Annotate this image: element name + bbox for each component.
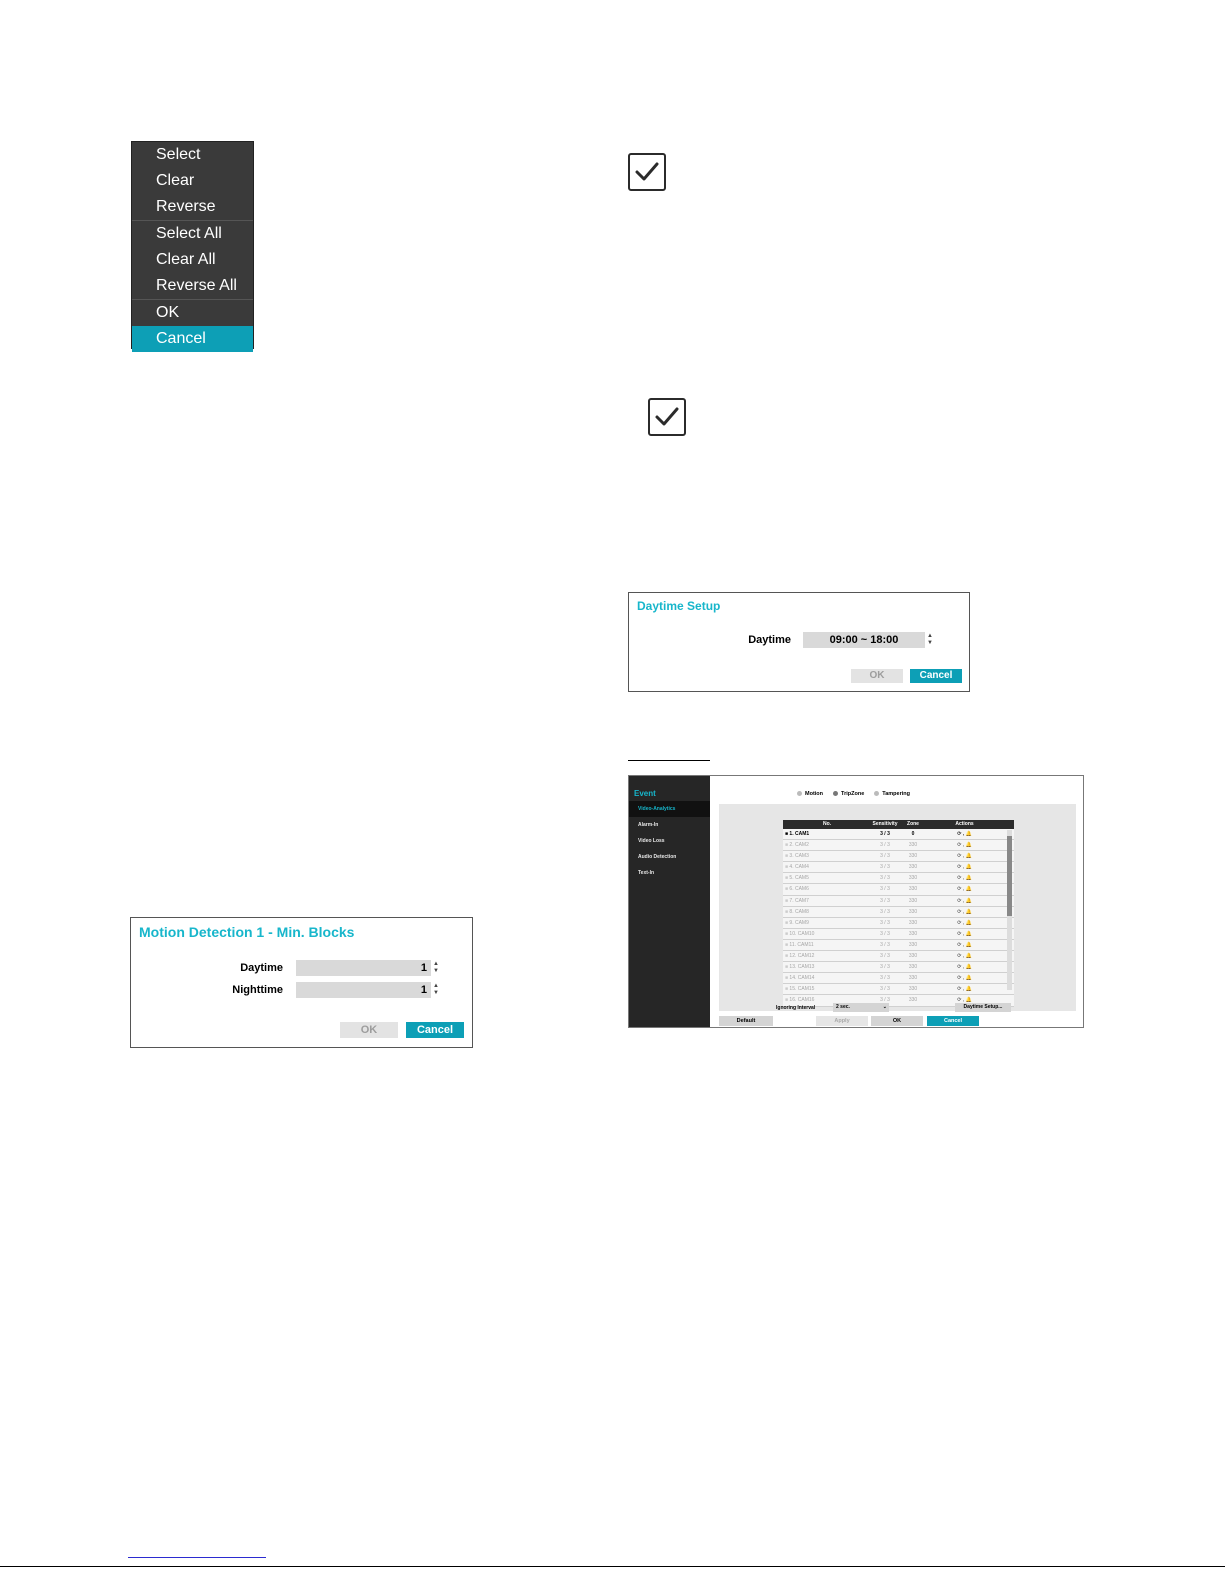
ok-button[interactable]: OK <box>340 1022 398 1038</box>
daytime-range-stepper[interactable]: ▲ ▼ <box>927 633 933 646</box>
table-header <box>783 820 1014 829</box>
camera-table <box>783 820 1014 1007</box>
menu-group <box>132 300 253 352</box>
table-row[interactable] <box>783 940 1014 951</box>
camera-name[interactable] <box>783 829 869 839</box>
zone-cell[interactable]: 330 <box>908 964 918 971</box>
camera-name[interactable] <box>783 862 869 872</box>
table-row[interactable] <box>783 907 1014 918</box>
zone-cell[interactable]: 330 <box>908 941 918 948</box>
daytime-blocks-input[interactable]: 1 <box>296 960 431 976</box>
zone-cell[interactable]: 330 <box>908 953 918 960</box>
table-row[interactable] <box>783 929 1014 940</box>
zone-cell[interactable]: 330 <box>908 864 918 871</box>
row-checkbox[interactable]: ■ <box>785 953 790 960</box>
camera-label: 10. CAM10 <box>789 930 815 937</box>
menu-item-clear-all[interactable]: Clear All <box>156 251 216 268</box>
radio-tampering[interactable] <box>874 791 910 797</box>
camera-name[interactable] <box>783 851 869 861</box>
table-row[interactable] <box>783 896 1014 907</box>
zone-cell[interactable]: 330 <box>908 997 918 1004</box>
row-checkbox[interactable]: ■ <box>785 842 790 849</box>
daytime-setup-dialog <box>628 592 970 692</box>
camera-label: 15. CAM15 <box>789 986 815 993</box>
camera-label: 16. CAM16 <box>789 997 815 1004</box>
sidebar-item-alarm-in[interactable]: Alarm-In <box>638 822 659 828</box>
table-row[interactable] <box>783 829 1014 840</box>
actions-cell[interactable]: ⟳ , 🔔 <box>957 831 972 837</box>
radio-tripzone[interactable] <box>833 791 864 797</box>
sensitivity-cell[interactable]: 3 / 3 <box>880 941 890 948</box>
row-checkbox[interactable]: ■ <box>785 986 790 993</box>
actions-cell[interactable]: ⟳ , 🔔 <box>957 930 972 937</box>
zone-cell[interactable]: 330 <box>908 930 918 937</box>
sensitivity-cell[interactable]: 3 / 3 <box>880 975 890 982</box>
actions-cell[interactable]: ⟳ , 🔔 <box>957 897 972 904</box>
actions-cell[interactable]: ⟳ , 🔔 <box>957 975 972 982</box>
row-checkbox[interactable]: ■ <box>785 919 790 926</box>
nighttime-stepper[interactable]: ▲ ▼ <box>433 983 439 996</box>
camera-label: 9. CAM9 <box>789 919 809 926</box>
dialog-title: Daytime Setup <box>637 599 721 613</box>
table-row[interactable] <box>783 840 1014 851</box>
camera-label: 11. CAM11 <box>789 941 814 948</box>
cancel-button[interactable]: Cancel <box>406 1022 464 1038</box>
zone-cell[interactable]: 330 <box>908 875 918 882</box>
sidebar-item-video-analytics[interactable]: Video-Analytics <box>629 801 710 817</box>
actions-cell[interactable]: ⟳ , 🔔 <box>957 941 972 948</box>
ok-button[interactable]: OK <box>871 1016 923 1026</box>
menu-item-select[interactable]: Select <box>156 146 201 163</box>
row-checkbox[interactable]: ■ <box>785 864 790 871</box>
actions-cell[interactable]: ⟳ , 🔔 <box>957 842 972 849</box>
zone-cell[interactable]: 330 <box>908 908 918 915</box>
row-checkbox[interactable]: ■ <box>785 908 790 915</box>
radio-label: Tampering <box>882 791 910 797</box>
zone-cell[interactable]: 330 <box>908 842 918 849</box>
sensitivity-cell[interactable]: 3 / 3 <box>880 897 890 904</box>
menu-item-clear[interactable]: Clear <box>156 172 195 189</box>
actions-cell[interactable]: ⟳ , 🔔 <box>957 919 972 926</box>
footer-link-underline <box>128 1557 266 1558</box>
radio-label: Motion <box>805 791 824 797</box>
camera-name[interactable] <box>783 918 869 928</box>
camera-name[interactable] <box>783 896 869 906</box>
camera-name[interactable] <box>783 840 869 850</box>
menu-item-cancel[interactable]: Cancel <box>132 326 253 352</box>
row-checkbox[interactable]: ■ <box>785 831 790 837</box>
camera-label: 13. CAM13 <box>789 964 815 971</box>
table-row[interactable] <box>783 851 1014 862</box>
sensitivity-cell[interactable]: 3 / 3 <box>880 953 890 960</box>
sensitivity-cell[interactable]: 3 / 3 <box>880 853 890 860</box>
camera-label: 8. CAM8 <box>789 908 809 915</box>
actions-cell[interactable]: ⟳ , 🔔 <box>957 853 972 860</box>
camera-name[interactable] <box>783 984 869 994</box>
zone-cell[interactable]: 330 <box>908 919 918 926</box>
radio-dot[interactable] <box>874 791 879 796</box>
table-row[interactable] <box>783 962 1014 973</box>
sensitivity-cell[interactable]: 3 / 3 <box>880 986 890 993</box>
zone-cell[interactable]: 330 <box>908 897 918 904</box>
table-scrollbar[interactable] <box>1007 830 1012 990</box>
actions-cell[interactable]: ⟳ , 🔔 <box>957 908 972 915</box>
note-check-icon <box>648 398 686 436</box>
camera-name[interactable] <box>783 884 869 894</box>
zone-cell[interactable]: 330 <box>908 886 918 893</box>
camera-name[interactable] <box>783 951 869 961</box>
daytime-label: Daytime <box>748 634 791 646</box>
sidebar-section-title: Event <box>634 789 656 798</box>
dialog-title: Motion Detection 1 - Min. Blocks <box>139 924 355 940</box>
nighttime-label: Nighttime <box>232 984 283 996</box>
row-checkbox[interactable]: ■ <box>785 997 790 1004</box>
radio-dot[interactable] <box>797 791 802 796</box>
menu-item-reverse[interactable]: Reverse <box>156 198 216 215</box>
actions-cell[interactable]: ⟳ , 🔔 <box>957 953 972 960</box>
table-row[interactable] <box>783 951 1014 962</box>
camera-label: 4. CAM4 <box>789 864 809 871</box>
table-row[interactable] <box>783 873 1014 884</box>
radio-label: TripZone <box>841 791 865 797</box>
camera-label: 3. CAM3 <box>789 853 809 860</box>
sensitivity-cell[interactable]: 3 / 3 <box>880 919 890 926</box>
event-sidebar <box>629 776 710 1027</box>
camera-label: 6. CAM6 <box>789 886 809 893</box>
cancel-button[interactable]: Cancel <box>910 669 962 683</box>
nighttime-blocks-input[interactable]: 1 <box>296 982 431 998</box>
zone-cell[interactable]: 330 <box>908 853 918 860</box>
daytime-label: Daytime <box>240 962 283 974</box>
row-checkbox[interactable]: ■ <box>785 930 790 937</box>
menu-group <box>132 221 253 300</box>
actions-cell[interactable]: ⟳ , 🔔 <box>957 875 972 882</box>
zone-cell[interactable]: 330 <box>908 975 918 982</box>
ignoring-interval-label: Ignoring Interval <box>776 1005 816 1011</box>
camera-label: 12. CAM12 <box>789 953 815 960</box>
column-header: No. <box>822 821 832 827</box>
table-row[interactable] <box>783 918 1014 929</box>
zone-cell[interactable]: 330 <box>908 986 918 993</box>
camera-name[interactable] <box>783 929 869 939</box>
column-header: Actions <box>955 821 974 827</box>
ignoring-interval-value: 2 sec. <box>836 1004 850 1010</box>
sensitivity-cell[interactable]: 3 / 3 <box>880 864 890 871</box>
actions-cell[interactable]: ⟳ , 🔔 <box>957 886 972 893</box>
camera-label: 5. CAM5 <box>789 875 809 882</box>
sidebar-item-audio-detection[interactable]: Audio Detection <box>638 854 677 860</box>
radio-motion[interactable] <box>797 791 823 797</box>
menu-item-ok[interactable]: OK <box>156 304 180 321</box>
apply-button[interactable]: Apply <box>816 1016 868 1026</box>
table-row[interactable] <box>783 862 1014 873</box>
default-button[interactable]: Default <box>719 1016 773 1026</box>
sensitivity-cell[interactable]: 3 / 3 <box>880 930 890 937</box>
sensitivity-cell[interactable]: 3 / 3 <box>880 908 890 915</box>
sensitivity-cell[interactable]: 3 / 3 <box>880 997 890 1004</box>
row-checkbox[interactable]: ■ <box>785 941 790 948</box>
sidebar-item-text-in[interactable]: Text-In <box>638 870 655 876</box>
menu-item-select-all[interactable]: Select All <box>156 225 222 242</box>
camera-label: 2. CAM2 <box>789 842 809 849</box>
row-checkbox[interactable]: ■ <box>785 853 790 860</box>
radio-dot[interactable] <box>833 791 838 796</box>
table-row[interactable] <box>783 884 1014 895</box>
camera-name[interactable] <box>783 973 869 983</box>
column-header: Sensitivity <box>872 821 898 827</box>
sensitivity-cell[interactable]: 3 / 3 <box>880 886 890 893</box>
daytime-stepper[interactable]: ▲ ▼ <box>433 961 439 974</box>
note-check-icon <box>628 153 666 191</box>
sensitivity-cell[interactable]: 3 / 3 <box>880 831 890 837</box>
cancel-button[interactable]: Cancel <box>927 1016 979 1026</box>
scrollbar-thumb[interactable] <box>1007 836 1012 916</box>
actions-cell[interactable]: ⟳ , 🔔 <box>957 864 972 871</box>
table-row[interactable] <box>783 984 1014 995</box>
row-checkbox[interactable]: ■ <box>785 897 790 904</box>
footer-rule <box>0 1566 1225 1567</box>
row-checkbox[interactable]: ■ <box>785 975 790 982</box>
ok-button[interactable]: OK <box>851 669 903 683</box>
camera-label: 1. CAM1 <box>789 831 810 837</box>
context-menu <box>131 141 254 349</box>
min-blocks-dialog <box>130 917 473 1048</box>
actions-cell[interactable]: ⟳ , 🔔 <box>957 997 972 1004</box>
daytime-range-input[interactable]: 09:00 ~ 18:00 <box>803 632 925 648</box>
camera-name[interactable] <box>783 907 869 917</box>
detection-type-radios <box>797 791 910 797</box>
camera-label: 14. CAM14 <box>789 975 815 982</box>
caption-underline <box>628 760 710 761</box>
sensitivity-cell[interactable]: 3 / 3 <box>880 842 890 849</box>
camera-label: 7. CAM7 <box>789 897 809 904</box>
menu-group <box>132 142 253 221</box>
menu-item-reverse-all[interactable]: Reverse All <box>156 277 237 294</box>
row-checkbox[interactable]: ■ <box>785 886 790 893</box>
row-checkbox[interactable]: ■ <box>785 875 790 882</box>
row-checkbox[interactable]: ■ <box>785 964 790 971</box>
actions-cell[interactable]: ⟳ , 🔔 <box>957 986 972 993</box>
camera-name[interactable] <box>783 940 869 950</box>
sensitivity-cell[interactable]: 3 / 3 <box>880 875 890 882</box>
table-row[interactable] <box>783 973 1014 984</box>
zone-cell[interactable]: 0 <box>911 831 915 837</box>
sidebar-item-video-loss[interactable]: Video Loss <box>638 838 665 844</box>
daytime-setup-button[interactable]: Daytime Setup... <box>955 1003 1011 1012</box>
ignoring-interval-select[interactable]: 2 sec. ⌄ <box>833 1003 889 1012</box>
actions-cell[interactable]: ⟳ , 🔔 <box>957 964 972 971</box>
camera-name[interactable] <box>783 962 869 972</box>
camera-name[interactable] <box>783 873 869 883</box>
event-settings-window <box>628 775 1084 1028</box>
column-header: Zone <box>907 821 919 827</box>
sensitivity-cell[interactable]: 3 / 3 <box>880 964 890 971</box>
